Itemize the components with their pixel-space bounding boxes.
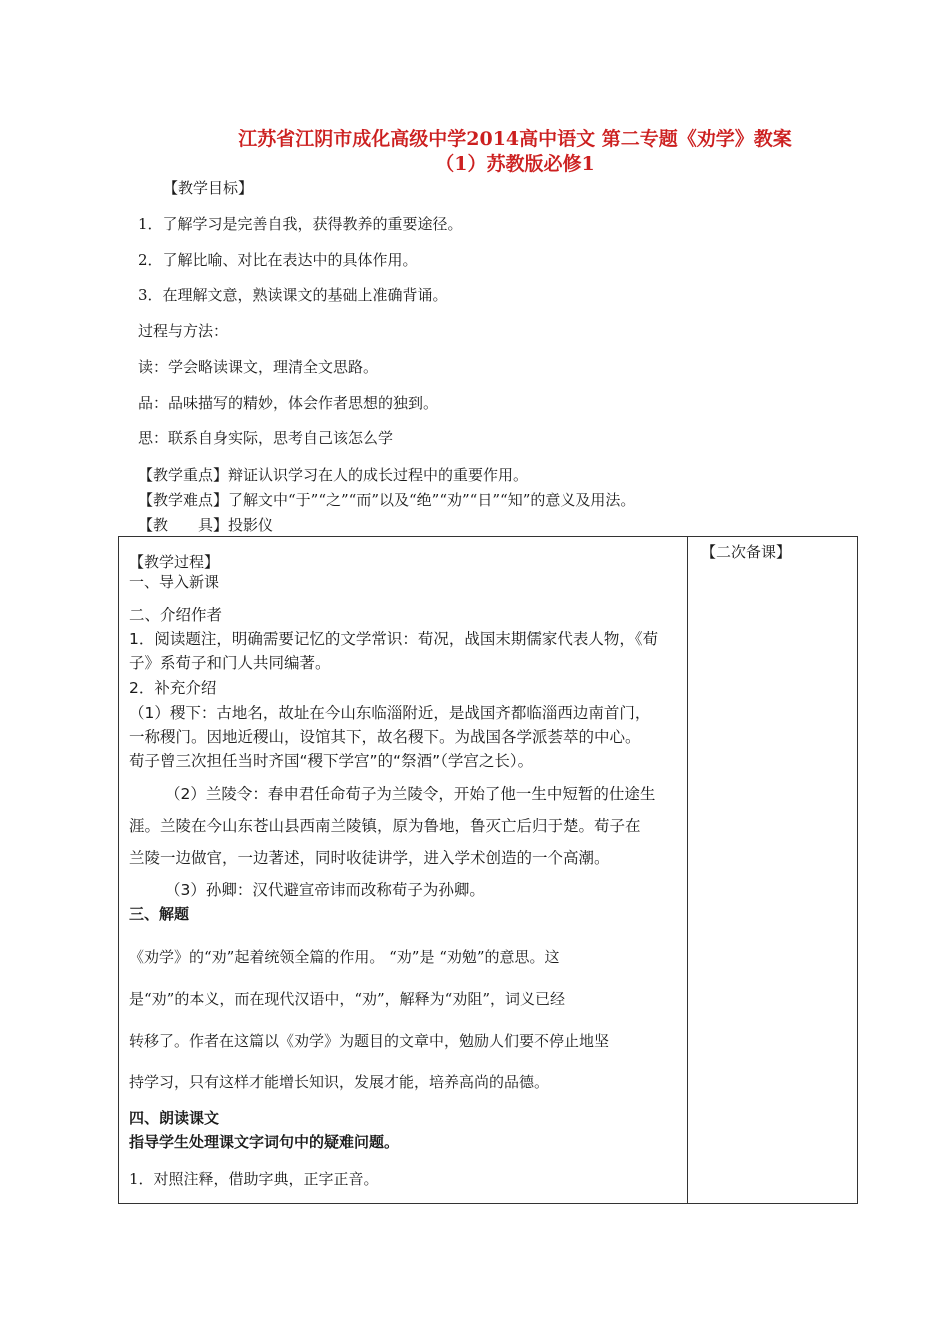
section-intro: 一、导入新课 [129, 573, 220, 591]
reading-guide: 指导学生处理课文字词句中的疑难问题。 [129, 1133, 400, 1151]
difficulties: 【教学难点】了解文中“于”“之”“而”以及“绝”“劝”“日”“知”的意义及用法。 [138, 491, 636, 509]
objectives-heading: 【教学目标】 [163, 179, 254, 197]
explain-line3: 转移了。作者在这篇以《劝学》为题目的文章中，勉励人们要不停止地坚 [129, 1032, 610, 1050]
method-taste: 品：品味描写的精妙，体会作者思想的独到。 [138, 394, 439, 412]
sunqing-line: （3）孙卿：汉代避宣帝讳而改称荀子为孙卿。 [165, 881, 485, 899]
objective-2: 2．了解比喻、对比在表达中的具体作用。 [138, 251, 418, 269]
document-title-line2: （1）苏教版必修1 [435, 153, 595, 175]
section-title-explain: 三、解题 [129, 905, 190, 923]
process-method-label: 过程与方法： [138, 322, 229, 340]
process-heading: 【教学过程】 [129, 553, 220, 571]
section-author: 二、介绍作者 [129, 606, 223, 624]
document-title-line1: 江苏省江阴市成化高级中学2014高中语文 第二专题《劝学》教案 [238, 128, 792, 150]
jixia-line2: 一称稷门。因地近稷山，设馆其下，故名稷下。为战国各学派荟萃的中心。 [129, 728, 641, 746]
author-p1-line1: 1．阅读题注，明确需要记忆的文学常识：荀况，战国末期儒家代表人物，《荀 [129, 630, 659, 648]
jixia-line3: 荀子曾三次担任当时齐国“稷下学宫”的“祭酒”（学宫之长）。 [129, 752, 534, 770]
method-read: 读：学会略读课文，理清全文思路。 [138, 358, 379, 376]
lanling-line2: 涯。兰陵在今山东苍山县西南兰陵镇，原为鲁地，鲁灭亡后归于楚。荀子在 [129, 817, 641, 835]
author-p1-line2: 子》系荀子和门人共同编著。 [129, 654, 331, 672]
tools-label: 【教 具】 [138, 516, 229, 534]
explain-line4: 持学习，只有这样才能增长知识，发展才能，培养高尚的品德。 [129, 1073, 550, 1091]
objective-3: 3．在理解文意，熟读课文的基础上准确背诵。 [138, 286, 448, 304]
table-column-divider [687, 537, 688, 1203]
lanling-line1: （2）兰陵令：春申君任命荀子为兰陵令，开始了他一生中短暂的仕途生 [165, 785, 656, 803]
explain-line2: 是“劝”的本义，而在现代汉语中，“劝”，解释为“劝阻”，词义已经 [129, 990, 566, 1008]
author-p2: 2．补充介绍 [129, 679, 217, 697]
section-reading: 四、朗读课文 [129, 1109, 220, 1127]
secondary-prep-header: 【二次备课】 [701, 543, 792, 561]
tools-value: 投影仪 [228, 516, 274, 534]
tools-line [138, 515, 273, 535]
lanling-line3: 兰陵一边做官，一边著述，同时收徒讲学，进入学术创造的一个高潮。 [129, 849, 610, 867]
lesson-table [118, 536, 858, 1204]
method-think: 思：联系自身实际，思考自己该怎么学 [138, 429, 394, 447]
reading-step1: 1．对照注释，借助字典，正字正音。 [129, 1170, 379, 1188]
key-points: 【教学重点】辩证认识学习在人的成长过程中的重要作用。 [138, 466, 529, 484]
jixia-line1: （1）稷下：古地名，故址在今山东临淄附近，是战国齐都临淄西边南首门， [129, 704, 651, 722]
objective-1: 1．了解学习是完善自我，获得教养的重要途径。 [138, 215, 463, 233]
explain-line1: 《劝学》的“劝”起着统领全篇的作用。 “劝”是 “劝勉”的意思。这 [129, 948, 560, 966]
